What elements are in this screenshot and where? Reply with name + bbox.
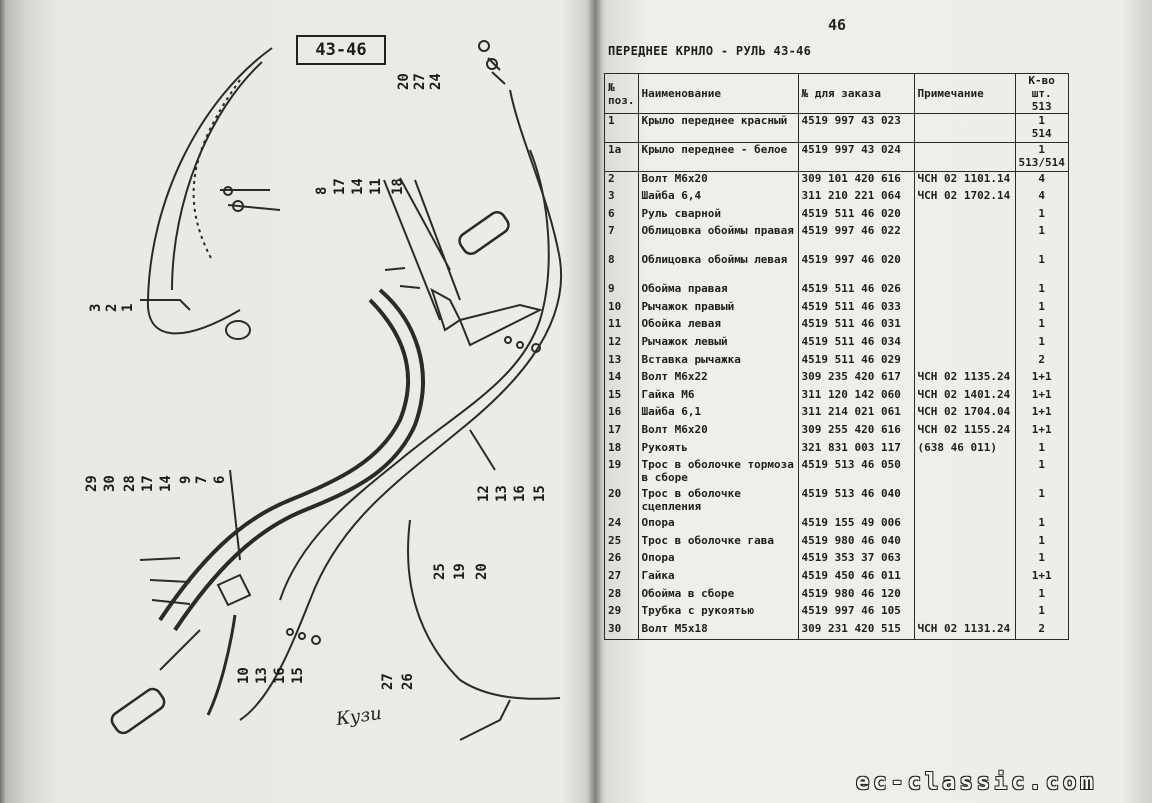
cell-name: Руль сварной xyxy=(638,207,798,225)
table-row xyxy=(605,487,1069,516)
cell-name: Облицовка обоймы левая xyxy=(638,253,798,282)
cell-note xyxy=(914,224,1015,253)
cell-qty xyxy=(1015,370,1068,388)
cell-order: 321 831 003 117 xyxy=(798,441,914,459)
cell-qty xyxy=(1015,282,1068,300)
cell-qty xyxy=(1015,114,1068,143)
table-row xyxy=(605,569,1069,587)
table-row xyxy=(605,441,1069,459)
table-row xyxy=(605,587,1069,605)
cell-note xyxy=(914,253,1015,282)
callout-6: 6 xyxy=(212,475,228,484)
table-row xyxy=(605,370,1069,388)
handlebar xyxy=(160,300,408,620)
qty-value: 1 xyxy=(1038,282,1045,296)
cell-name: Обойка левая xyxy=(638,317,798,335)
callout-29: 29 xyxy=(84,475,100,492)
cell-order: 4519 997 46 105 xyxy=(798,604,914,622)
table-row xyxy=(605,114,1069,143)
cell-note xyxy=(914,335,1015,353)
cell-name: Обойма правая xyxy=(638,282,798,300)
cell-pos: 6 xyxy=(605,207,639,225)
cell-name: Рычажок левый xyxy=(638,335,798,353)
table-row xyxy=(605,516,1069,534)
cell-pos: 17 xyxy=(605,423,639,441)
qty-value: 1 xyxy=(1038,206,1045,220)
qty-value: 1 xyxy=(1038,299,1045,313)
page-number: 46 xyxy=(828,16,847,34)
cell-note: ЧСН 02 1131.24 xyxy=(914,622,1015,640)
cell-qty xyxy=(1015,335,1068,353)
cell-name: Трос в оболочке тормоза в сборе xyxy=(638,458,798,487)
callout-10: 10 xyxy=(236,667,252,684)
callout-14b: 14 xyxy=(158,475,174,492)
table-row xyxy=(605,253,1069,282)
table-row xyxy=(605,622,1069,640)
cell-order: 309 231 420 515 xyxy=(798,622,914,640)
cell-name: Волт М5х18 xyxy=(638,622,798,640)
cell-pos: 9 xyxy=(605,282,639,300)
cell-qty xyxy=(1015,604,1068,622)
site-watermark: ec-classic.com xyxy=(856,770,1098,795)
cell-pos: 13 xyxy=(605,353,639,371)
cell-qty xyxy=(1015,516,1068,534)
cell-pos: 10 xyxy=(605,300,639,318)
cell-note xyxy=(914,534,1015,552)
cell-qty xyxy=(1015,300,1068,318)
qty-value: 1 xyxy=(1038,458,1045,472)
cell-pos: 7 xyxy=(605,224,639,253)
cell-qty xyxy=(1015,388,1068,406)
callout-28: 28 xyxy=(122,475,138,492)
cell-pos: 25 xyxy=(605,534,639,552)
diagram-reference: 43-46 xyxy=(296,35,386,65)
cell-note xyxy=(914,114,1015,143)
header-qty-model: 513 xyxy=(1031,100,1052,113)
header-qty xyxy=(1015,74,1068,114)
cell-name: Волт М6х20 xyxy=(638,172,798,190)
qty-value: 4 xyxy=(1038,189,1045,203)
header-pos: № поз. xyxy=(605,74,639,114)
cell-pos: 29 xyxy=(605,604,639,622)
cell-qty xyxy=(1015,441,1068,459)
header-qty-label: К-во шт. xyxy=(1028,74,1055,100)
table-row xyxy=(605,207,1069,225)
qty-value: 1+1 xyxy=(1031,423,1052,437)
table-row xyxy=(605,423,1069,441)
callout-13: 13 xyxy=(494,485,510,502)
right-grip xyxy=(456,209,511,257)
cell-order: 4519 997 43 023 xyxy=(798,114,914,143)
cell-pos: 26 xyxy=(605,551,639,569)
cell-name: Крыло переднее - белое xyxy=(638,143,798,172)
qty-value: 1 xyxy=(1038,114,1045,127)
cell-qty xyxy=(1015,224,1068,253)
cell-pos: 19 xyxy=(605,458,639,487)
callout-9: 9 xyxy=(178,475,194,484)
handwritten-signature: Кузи xyxy=(334,702,384,731)
qty-value: 1 xyxy=(1038,586,1045,600)
qty-value: 1 xyxy=(1038,335,1045,349)
cell-qty xyxy=(1015,143,1068,172)
cell-pos: 28 xyxy=(605,587,639,605)
cell-note: (638 46 011) xyxy=(914,441,1015,459)
cell-name: Крыло переднее красный xyxy=(638,114,798,143)
cell-pos: 1 xyxy=(605,114,639,143)
callout-1: 1 xyxy=(120,303,136,312)
cell-pos: 16 xyxy=(605,405,639,423)
cell-pos: 1a xyxy=(605,143,639,172)
cell-name: Гайка xyxy=(638,569,798,587)
cell-pos: 15 xyxy=(605,388,639,406)
cell-name: Рычажок правый xyxy=(638,300,798,318)
cell-qty xyxy=(1015,423,1068,441)
qty-model-variant: 513/514 xyxy=(1018,156,1065,169)
cell-pos: 11 xyxy=(605,317,639,335)
qty-value: 1+1 xyxy=(1031,569,1052,582)
cell-qty xyxy=(1015,253,1068,282)
table-row xyxy=(605,388,1069,406)
cell-qty xyxy=(1015,534,1068,552)
qty-model-variant: 514 xyxy=(1031,127,1052,140)
cell-name: Облицовка обоймы правая xyxy=(638,224,798,253)
cell-note xyxy=(914,317,1015,335)
callout-15b: 15 xyxy=(290,667,306,684)
table-row xyxy=(605,458,1069,487)
cell-pos: 27 xyxy=(605,569,639,587)
header-name: Наименование xyxy=(638,74,798,114)
cell-note xyxy=(914,143,1015,172)
cell-name: Трос в оболочке гава xyxy=(638,534,798,552)
table-row xyxy=(605,300,1069,318)
table-row xyxy=(605,335,1069,353)
callout-14: 14 xyxy=(350,178,366,195)
cell-qty xyxy=(1015,587,1068,605)
cell-qty xyxy=(1015,172,1068,190)
cell-note xyxy=(914,487,1015,516)
cell-order: 4519 997 43 024 xyxy=(798,143,914,172)
qty-value: 4 xyxy=(1038,172,1045,185)
cell-note xyxy=(914,604,1015,622)
callout-16: 16 xyxy=(512,485,528,502)
callout-20: 20 xyxy=(396,73,412,90)
cell-name: Волт М6х22 xyxy=(638,370,798,388)
fender-badge xyxy=(226,321,250,339)
cell-order: 4519 980 46 120 xyxy=(798,587,914,605)
cell-order: 309 255 420 616 xyxy=(798,423,914,441)
cell-name: Опора xyxy=(638,551,798,569)
cell-order: 4519 511 46 033 xyxy=(798,300,914,318)
cell-order: 4519 511 46 031 xyxy=(798,317,914,335)
cell-pos: 3 xyxy=(605,189,639,207)
cell-qty xyxy=(1015,622,1068,640)
cell-order: 311 120 142 060 xyxy=(798,388,914,406)
cell-name: Шайба 6,1 xyxy=(638,405,798,423)
left-lever xyxy=(208,615,235,715)
cell-note xyxy=(914,551,1015,569)
callout-2: 2 xyxy=(104,303,120,312)
cell-qty xyxy=(1015,189,1068,207)
callout-11: 11 xyxy=(368,178,384,195)
table-row xyxy=(605,405,1069,423)
cell-note xyxy=(914,300,1015,318)
cell-order: 4519 511 46 020 xyxy=(798,207,914,225)
table-row xyxy=(605,317,1069,335)
cell-name: Опора xyxy=(638,516,798,534)
cell-order: 311 210 221 064 xyxy=(798,189,914,207)
callout-17: 17 xyxy=(332,178,348,195)
table-row xyxy=(605,353,1069,371)
qty-value: 1 xyxy=(1038,253,1045,267)
table-row xyxy=(605,143,1069,172)
qty-value: 1 xyxy=(1038,143,1045,156)
qty-value: 1+1 xyxy=(1031,387,1052,401)
qty-value: 1 xyxy=(1038,551,1045,565)
cell-pos: 30 xyxy=(605,622,639,640)
page-title: ПЕРЕДНЕЕ КРНЛО - РУЛЬ 43-46 xyxy=(608,44,812,58)
cell-note xyxy=(914,587,1015,605)
qty-value: 1 xyxy=(1038,516,1045,530)
table-row xyxy=(605,282,1069,300)
qty-value: 1 xyxy=(1038,317,1045,331)
parts-table-body xyxy=(605,114,1069,640)
cell-note: ЧСН 02 1155.24 xyxy=(914,423,1015,441)
cell-pos: 20 xyxy=(605,487,639,516)
left-page xyxy=(40,0,588,790)
cell-name: Вставка рычажка xyxy=(638,353,798,371)
callout-16b: 16 xyxy=(272,667,288,684)
cell-qty xyxy=(1015,207,1068,225)
cell-order: 4519 511 46 034 xyxy=(798,335,914,353)
table-row xyxy=(605,189,1069,207)
qty-value: 1 xyxy=(1038,487,1045,501)
table-row xyxy=(605,551,1069,569)
qty-value: 1 xyxy=(1038,224,1045,238)
left-grip xyxy=(109,686,167,736)
callout-30: 30 xyxy=(102,475,118,492)
cell-qty xyxy=(1015,487,1068,516)
cell-note: ЧСН 02 1702.14 xyxy=(914,189,1015,207)
cell-order: 4519 511 46 029 xyxy=(798,353,914,371)
cell-order: 4519 513 46 040 xyxy=(798,487,914,516)
cell-order: 311 214 021 061 xyxy=(798,405,914,423)
cell-order: 4519 997 46 020 xyxy=(798,253,914,282)
cell-qty xyxy=(1015,405,1068,423)
cell-name: Обойма в сборе xyxy=(638,587,798,605)
callout-26: 26 xyxy=(400,673,416,690)
qty-value: 1 xyxy=(1038,604,1045,618)
right-page xyxy=(600,0,1152,803)
header-note: Примечание xyxy=(914,74,1015,114)
cell-note xyxy=(914,458,1015,487)
callout-18: 18 xyxy=(390,178,406,195)
cell-pos: 24 xyxy=(605,516,639,534)
callout-27: 27 xyxy=(412,73,428,90)
cell-note: ЧСН 02 1704.04 xyxy=(914,405,1015,423)
cell-note xyxy=(914,353,1015,371)
table-header-row xyxy=(605,74,1069,114)
qty-value: 2 xyxy=(1038,621,1045,635)
cell-note: ЧСН 02 1401.24 xyxy=(914,388,1015,406)
header-order: № для заказа xyxy=(798,74,914,114)
qty-value: 1+1 xyxy=(1031,370,1052,384)
cell-pos: 12 xyxy=(605,335,639,353)
cell-note xyxy=(914,207,1015,225)
cell-order: 4519 450 46 011 xyxy=(798,569,914,587)
cell-qty xyxy=(1015,353,1068,371)
callout-17b: 17 xyxy=(140,475,156,492)
cell-order: 309 235 420 617 xyxy=(798,370,914,388)
cell-order: 4519 155 49 006 xyxy=(798,516,914,534)
callout-25: 25 xyxy=(432,563,448,580)
left-lever-clamp xyxy=(218,575,250,605)
cell-order: 4519 353 37 063 xyxy=(798,551,914,569)
cell-order: 4519 980 46 040 xyxy=(798,534,914,552)
cell-note: ЧСН 02 1135.24 xyxy=(914,370,1015,388)
callout-19: 19 xyxy=(452,563,468,580)
callout-12: 12 xyxy=(476,485,492,502)
cell-name: Рукоять xyxy=(638,441,798,459)
exploded-diagram xyxy=(40,0,588,790)
callout-20b: 20 xyxy=(474,563,490,580)
table-row xyxy=(605,172,1069,190)
cell-qty xyxy=(1015,458,1068,487)
table-row xyxy=(605,604,1069,622)
cell-name: Волт М6х20 xyxy=(638,423,798,441)
cell-qty xyxy=(1015,317,1068,335)
throttle-cable xyxy=(408,520,560,699)
callout-24: 24 xyxy=(428,73,444,90)
cell-name: Трос в оболочке сцепления xyxy=(638,487,798,516)
callout-3: 3 xyxy=(88,303,104,312)
qty-value: 1 xyxy=(1038,440,1045,454)
right-lever xyxy=(460,305,540,345)
cell-qty xyxy=(1015,569,1068,587)
cell-pos: 2 xyxy=(605,172,639,190)
qty-value: 1 xyxy=(1038,533,1045,547)
cell-pos: 18 xyxy=(605,441,639,459)
cell-note xyxy=(914,569,1015,587)
cell-order: 4519 997 46 022 xyxy=(798,224,914,253)
cell-pos: 14 xyxy=(605,370,639,388)
table-row xyxy=(605,534,1069,552)
cell-note: ЧСН 02 1101.14 xyxy=(914,172,1015,190)
parts-table xyxy=(604,73,1069,640)
callout-7: 7 xyxy=(194,475,210,484)
qty-value: 1+1 xyxy=(1031,405,1052,419)
cell-qty xyxy=(1015,551,1068,569)
cell-note xyxy=(914,516,1015,534)
cell-name: Шайба 6,4 xyxy=(638,189,798,207)
callout-13b: 13 xyxy=(254,667,270,684)
cell-note xyxy=(914,282,1015,300)
callout-27b: 27 xyxy=(380,673,396,690)
qty-value: 2 xyxy=(1038,352,1045,366)
cell-name: Трубка с рукоятью xyxy=(638,604,798,622)
cell-order: 309 101 420 616 xyxy=(798,172,914,190)
callout-8: 8 xyxy=(314,186,330,195)
cell-order: 4519 513 46 050 xyxy=(798,458,914,487)
cell-order: 4519 511 46 026 xyxy=(798,282,914,300)
table-row xyxy=(605,224,1069,253)
cell-pos: 8 xyxy=(605,253,639,282)
cell-name: Гайка М6 xyxy=(638,388,798,406)
callout-15: 15 xyxy=(532,485,548,502)
